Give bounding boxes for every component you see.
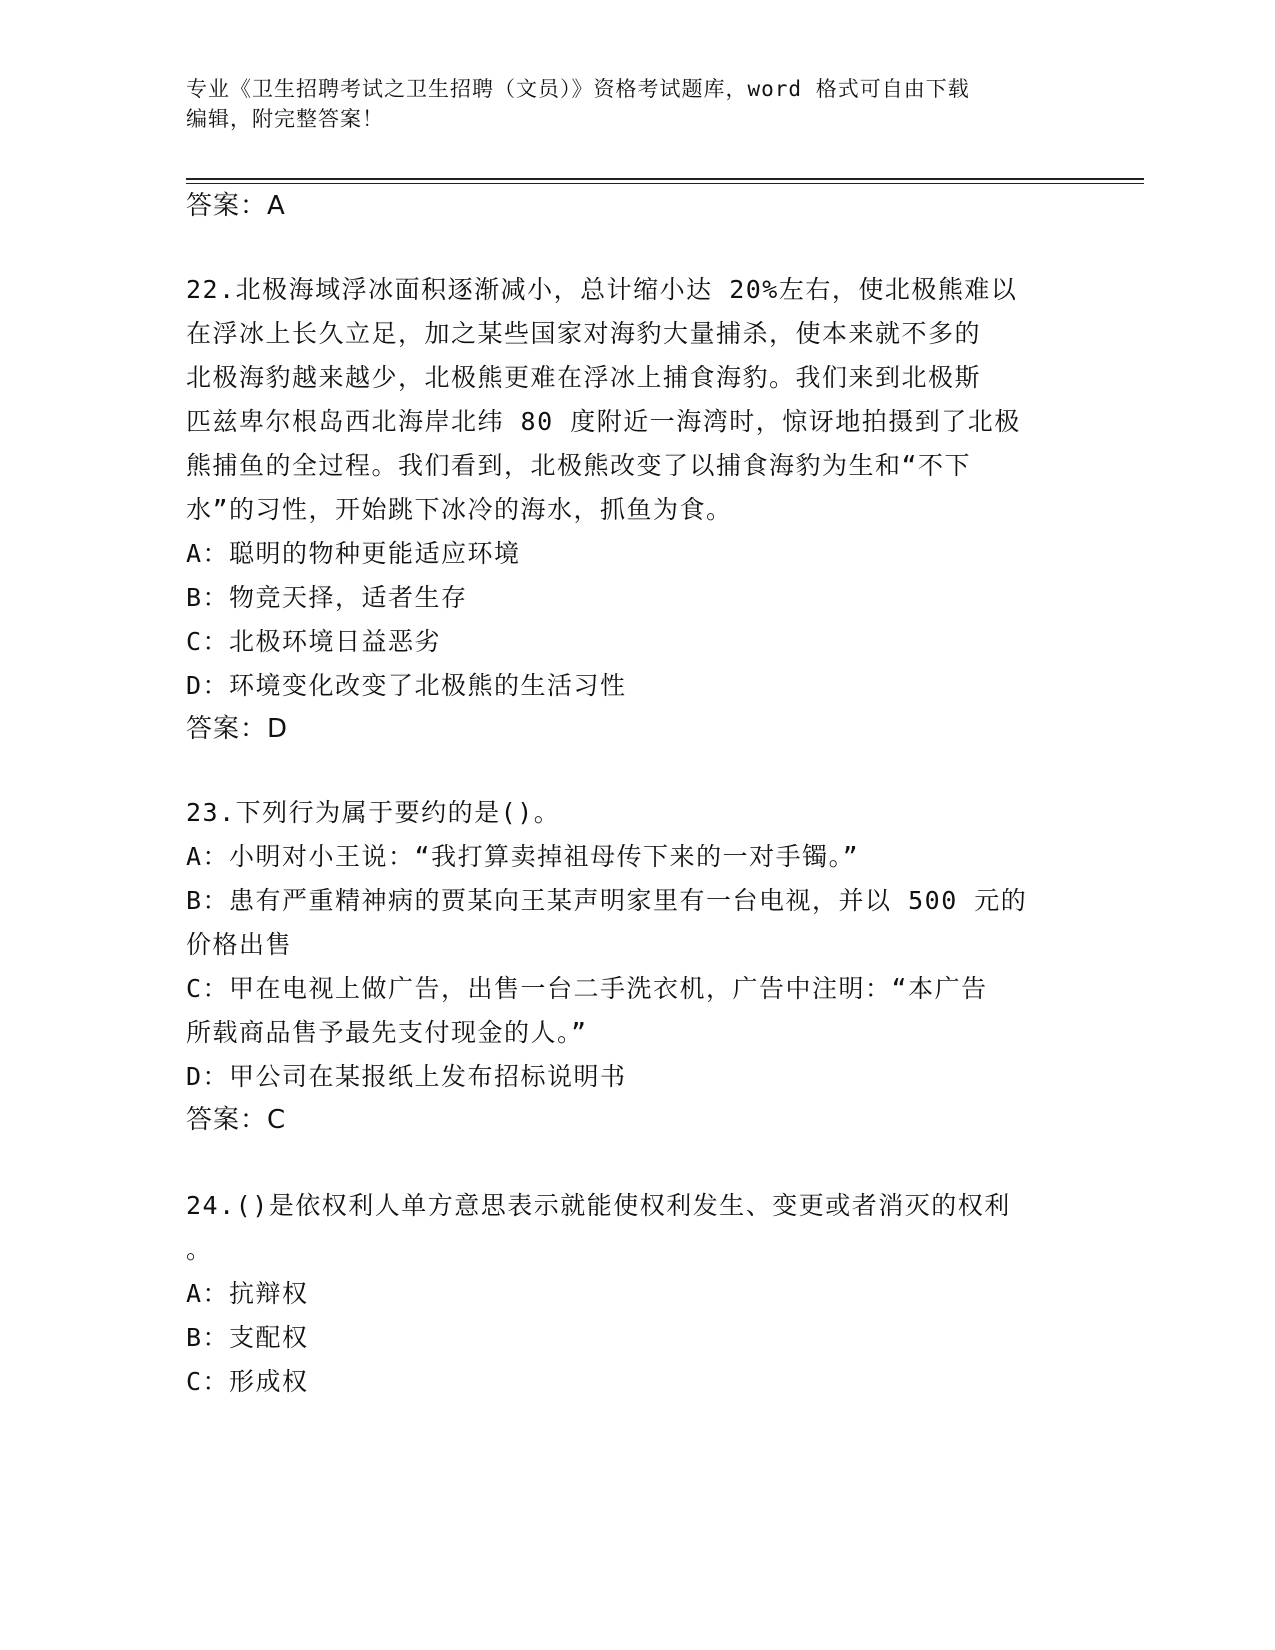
question-23-option-b-line: 价格出售 — [186, 930, 293, 959]
question-22-answer: 答案：D — [186, 714, 289, 744]
question-22-stem-line: 在浮冰上长久立足，加之某些国家对海豹大量捕杀，使本来就不多的 — [186, 319, 982, 348]
question-23-option-c-line: C：甲在电视上做广告，出售一台二手洗衣机，广告中注明：“本广告 — [186, 974, 988, 1003]
question-23-option-d: D：甲公司在某报纸上发布招标说明书 — [186, 1062, 627, 1091]
question-23-answer: 答案：C — [186, 1105, 287, 1135]
question-24-option-a: A：抗辩权 — [186, 1279, 309, 1308]
header-line-1: 专业《卫生招聘考试之卫生招聘（文员）》资格考试题库，word 格式可自由下载 — [186, 77, 970, 101]
question-24-option-b: B：支配权 — [186, 1323, 309, 1352]
question-22-option-c: C：北极环境日益恶劣 — [186, 627, 442, 656]
header-divider-thick — [186, 178, 1144, 180]
question-23-option-b-line: B：患有严重精神病的贾某向王某声明家里有一台电视，并以 500 元的 — [186, 886, 1028, 915]
question-23-option-c-line: 所载商品售予最先支付现金的人。” — [186, 1018, 588, 1047]
question-22-option-a: A：聪明的物种更能适应环境 — [186, 539, 521, 568]
question-22-stem-line: 水”的习性，开始跳下冰冷的海水，抓鱼为食。 — [186, 495, 733, 524]
question-22-stem-line: 北极海豹越来越少，北极熊更难在浮冰上捕食海豹。我们来到北极斯 — [186, 363, 982, 392]
question-24-stem-line: 24.()是依权利人单方意思表示就能使权利发生、变更或者消灭的权利 — [186, 1191, 1011, 1220]
question-24-stem-line: 。 — [186, 1235, 213, 1264]
previous-answer: 答案：A — [186, 191, 286, 221]
question-23-stem: 23.下列行为属于要约的是()。 — [186, 798, 561, 827]
question-22-option-b: B：物竞天择，适者生存 — [186, 583, 468, 612]
question-24-option-c: C：形成权 — [186, 1367, 309, 1396]
question-22-stem-line: 匹兹卑尔根岛西北海岸北纬 80 度附近一海湾时，惊讶地拍摄到了北极 — [186, 407, 1021, 436]
question-22-stem-line: 熊捕鱼的全过程。我们看到，北极熊改变了以捕食海豹为生和“不下 — [186, 451, 972, 480]
question-22-option-d: D：环境变化改变了北极熊的生活习性 — [186, 671, 627, 700]
header-line-2: 编辑，附完整答案！ — [186, 107, 384, 131]
question-22-stem-line: 22.北极海域浮冰面积逐渐减小，总计缩小达 20%左右，使北极熊难以 — [186, 275, 1018, 304]
document-header — [186, 74, 1086, 134]
question-23-option-a: A：小明对小王说：“我打算卖掉祖母传下来的一对手镯。” — [186, 842, 860, 871]
header-divider-thin — [186, 183, 1144, 184]
